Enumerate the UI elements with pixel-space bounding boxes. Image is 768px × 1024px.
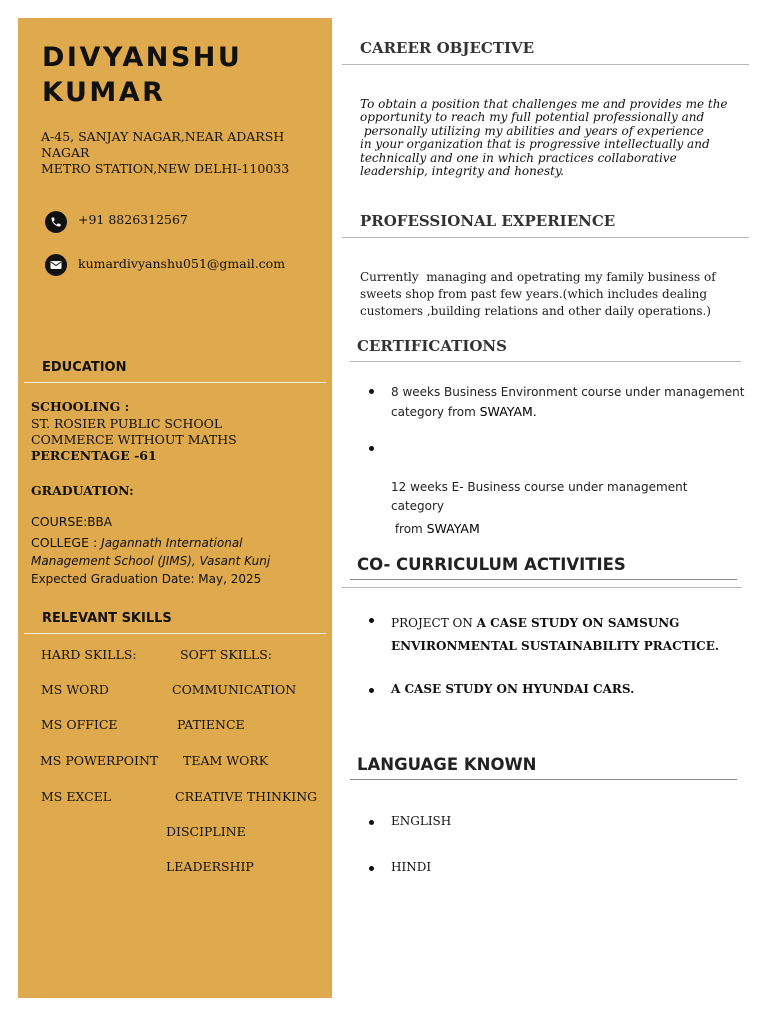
certification-prefix: category from — [391, 405, 480, 419]
language-item: ENGLISH — [391, 814, 452, 828]
activity-title: ENVIRONMENTAL SUSTAINABILITY PRACTICE. — [391, 639, 720, 653]
certification-source: SWAYAM. — [479, 404, 537, 419]
phone-number[interactable]: +91 8826312567 — [78, 212, 188, 227]
activity-item-2: A CASE STUDY ON HYUNDAI CARS. — [391, 682, 635, 696]
soft-skill: LEADERSHIP — [166, 859, 254, 874]
soft-skill: DISCIPLINE — [166, 824, 246, 839]
career-line: technically and one in which practices collaborative — [360, 150, 677, 165]
phone-icon — [45, 211, 67, 233]
experience-heading: PROFESSIONAL EXPERIENCE — [360, 212, 616, 230]
certification-text: 8 weeks Business Environment course under management — [391, 385, 745, 399]
address — [41, 129, 326, 177]
career-line: personally utilizing my abilities and years of experience — [360, 123, 704, 138]
soft-skill: PATIENCE — [177, 717, 245, 732]
hard-skill: MS POWERPOINT — [40, 753, 159, 768]
hard-skill: MS EXCEL — [41, 789, 112, 804]
name-line-1: DIVYANSHU — [42, 42, 243, 73]
email-address[interactable]: kumardivyanshu051@gmail.com — [78, 256, 286, 271]
certification-text: category — [391, 499, 445, 513]
experience-line: sweets shop from past few years.(which includes dealing — [360, 287, 708, 301]
career-objective-text — [360, 84, 745, 192]
experience-divider — [342, 237, 749, 238]
schooling-label: SCHOOLING : — [31, 399, 130, 414]
career-line: opportunity to reach my full potential professionally and — [360, 110, 705, 124]
career-line: in your organization that is progressive intellectually and — [360, 137, 710, 151]
bullet-dot — [369, 446, 374, 451]
college-value-1: Jagannath International — [101, 536, 243, 550]
certifications-heading: CERTIFICATIONS — [357, 337, 507, 355]
language-item: HINDI — [391, 860, 432, 874]
career-heading: CAREER OBJECTIVE — [360, 39, 535, 57]
address-line-2: METRO STATION,NEW DELHI-110033 — [41, 161, 290, 176]
college-line — [31, 535, 243, 552]
bullet-dot — [369, 820, 374, 825]
certifications-divider — [350, 361, 741, 362]
certification-source: SWAYAM — [426, 521, 480, 536]
bullet-dot — [369, 618, 374, 623]
skills-divider — [24, 633, 326, 634]
course-line — [31, 514, 112, 531]
certification-text — [391, 402, 751, 422]
certification-text: 12 weeks E- Business course under management — [391, 480, 688, 494]
certification-text — [391, 519, 751, 539]
activities-divider — [350, 579, 737, 580]
soft-skill: CREATIVE THINKING — [175, 789, 318, 804]
certification-item-2 — [391, 440, 751, 558]
activities-divider-2 — [342, 587, 742, 588]
expected-graduation: Expected Graduation Date: May, 2025 — [31, 572, 262, 586]
school-stream: COMMERCE WITHOUT MATHS — [31, 432, 237, 447]
activities-heading: CO- CURRICULUM ACTIVITIES — [357, 555, 626, 574]
soft-skill: COMMUNICATION — [172, 682, 297, 697]
name-line-2: KUMAR — [42, 77, 166, 108]
school-name: ST. ROSIER PUBLIC SCHOOL — [31, 416, 223, 431]
college-value-2: Management School (JIMS), Vasant Kunj — [31, 554, 271, 568]
soft-skill: TEAM WORK — [183, 753, 269, 768]
activity-text — [391, 612, 719, 635]
hard-skill: MS OFFICE — [41, 717, 118, 732]
course-value: :BBA — [83, 515, 112, 529]
career-line: leadership, integrity and honesty. — [360, 164, 564, 178]
graduation-label: GRADUATION: — [31, 483, 134, 498]
address-line-1: A-45, SANJAY NAGAR,NEAR ADARSH NAGAR — [41, 129, 285, 160]
education-divider — [24, 382, 326, 383]
activity-prefix: PROJECT ON — [391, 616, 477, 630]
activity-item-1 — [391, 612, 719, 658]
education-heading: EDUCATION — [42, 360, 127, 375]
soft-skills-label: SOFT SKILLS: — [180, 647, 273, 662]
certification-item-1 — [391, 383, 751, 422]
activity-title: A CASE STUDY ON SAMSUNG — [476, 616, 680, 630]
school-percentage: PERCENTAGE -61 — [31, 448, 157, 463]
experience-text — [360, 252, 745, 337]
languages-heading: LANGUAGE KNOWN — [357, 755, 537, 774]
bullet-dot — [369, 866, 374, 871]
experience-line: customers ,building relations and other daily operations.) — [360, 304, 711, 318]
career-line: To obtain a position that challenges me and provides me the — [360, 96, 728, 111]
candidate-name — [42, 40, 242, 110]
envelope-icon — [45, 254, 67, 276]
hard-skill: MS WORD — [41, 682, 109, 697]
hard-skills-label: HARD SKILLS: — [41, 647, 137, 662]
languages-divider — [350, 779, 737, 780]
skills-heading: RELEVANT SKILLS — [42, 611, 172, 626]
career-divider — [342, 64, 749, 65]
bullet-dot — [369, 389, 374, 394]
experience-line: Currently managing and opetrating my family business of — [360, 270, 716, 284]
certification-prefix: from — [391, 522, 427, 536]
bullet-dot — [369, 688, 374, 693]
college-label: COLLEGE : — [31, 535, 98, 550]
course-label: COURSE — [31, 514, 84, 529]
